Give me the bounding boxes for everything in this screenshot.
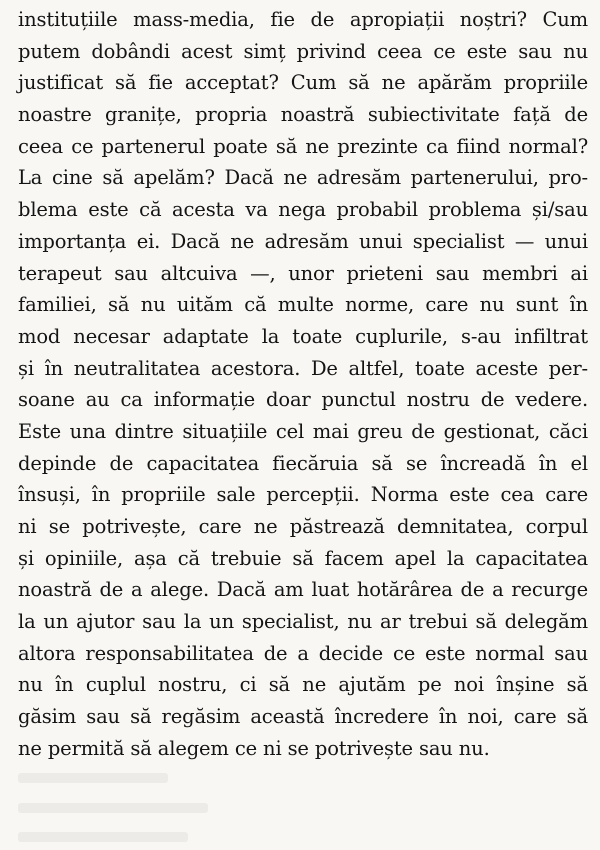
text-line: însuși, în propriile sale percepții. Norma este cea care xyxy=(18,483,588,507)
text-line: nu în cuplul nostru, ci să ne ajutăm pe noi înșine să xyxy=(18,673,588,697)
text-line: Este una dintre situațiile cel mai greu de gestionat, căci xyxy=(18,419,588,443)
text-line: altora responsabilitatea de a decide ce este normal sau xyxy=(18,641,588,665)
text-line: noastre granițe, propria noastră subiectivitate față de xyxy=(18,103,588,127)
text-line: ceea ce partenerul poate să ne prezinte ca fiind normal? xyxy=(18,134,588,158)
text-line: ne permită să alegem ce ni se potrivește sau nu. xyxy=(18,736,490,760)
text-line: instituțiile mass-media, fie de apropiații noștri? Cum xyxy=(18,8,588,31)
text-line: mod necesar adaptate la toate cuplurile, s-au infiltrat xyxy=(18,324,588,348)
text-line: terapeut sau altcuiva —, unor prieteni sau membri ai xyxy=(18,261,588,285)
show-through-mark xyxy=(18,803,208,813)
text-line: familiei, să nu uităm că multe norme, care nu sunt în xyxy=(18,293,588,317)
text-line: ni se potrivește, care ne păstrează demnitatea, corpul xyxy=(18,515,588,538)
text-line: și opiniile, așa că trebuie să facem apel la capacitatea xyxy=(18,546,588,570)
text-line: justificat să fie acceptat? Cum să ne apărăm propriile xyxy=(18,71,588,95)
text-line: putem dobândi acest simț privind ceea ce este sau nu xyxy=(18,39,588,63)
body-text xyxy=(18,4,588,765)
text-line: soane au ca informație doar punctul nostru de vedere. xyxy=(18,388,588,412)
text-line: blema este că acesta va nega probabil problema și/sau xyxy=(18,198,588,222)
show-through-mark xyxy=(18,832,188,842)
text-line: La cine să apelăm? Dacă ne adresăm partenerului, pro- xyxy=(18,166,588,190)
text-line: depinde de capacitatea fiecăruia să se încreadă în el xyxy=(18,451,588,475)
text-line: găsim sau să regăsim această încredere în noi, care să xyxy=(18,705,588,729)
text-line: noastră de a alege. Dacă am luat hotărârea de a recurge xyxy=(18,578,588,602)
text-line: la un ajutor sau la un specialist, nu ar trebui să delegăm xyxy=(18,610,588,634)
text-line: importanța ei. Dacă ne adresăm unui specialist — unui xyxy=(18,229,588,253)
text-line: și în neutralitatea acestora. De altfel, toate aceste per- xyxy=(18,356,588,380)
show-through-mark xyxy=(18,773,168,783)
